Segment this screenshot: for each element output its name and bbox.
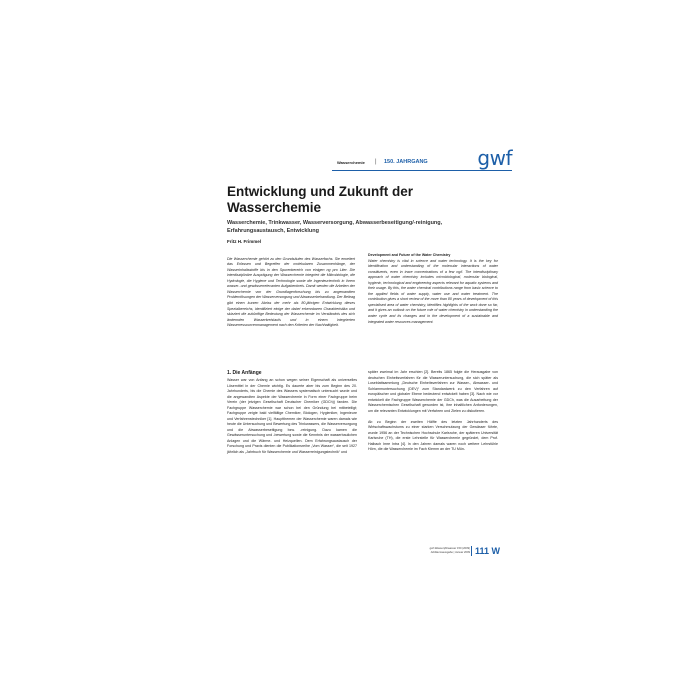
article-page (205, 135, 512, 556)
abstract-english-title: Development and Future of the Water Chemistry (368, 253, 451, 257)
body-text-right: später zweimal im Jahr erschien [2]. Bereits 1865 folgte die Herausgabe von deutschen Einheitsverfahren für die Wasseruntersuchung, die sich später als Loseblattsammlung „Deutsche Einheitsverfahren zur Wasser-, Abwasser- und Schlammuntersuchung (DEV)“ zum Standardwerk zu den Verfahren auf europäischer und globaler Ebene bedeutend entwickelt haben [3]. Nach wie vor entwickelt die Fachgruppe Wasserchemie der GDCh, was die Ausarbeitung der Wasserchemischen Gesellschaft geworden ist, ihre inhaltlichen Anforderungen, um die relevanten Entwicklungen mit Verfahren und Zielen zu diskutieren. Ab zu Beginn der zweiten Hälfte des letzten Jahrhunderts des Wirtschaftswachstums zu einer starken Verschmutzung der Gewässer führte, wurde 1956 an der Technischen Hochschule Karlsruhe, der späteren Universität Karlsruhe (TH), die erste Lehrstelle für Wasserchemie gegründet, dem Prof. Halbach Imre Intra [4]. In den Jahren damals waren noch weitere Lehrstühle Hörn, die die Wasserchemie im Fach Klemm an der TU Mün- (368, 370, 498, 451)
page-header (332, 135, 512, 175)
article-title: Entwicklung und Zukunft der Wasserchemie (227, 184, 413, 215)
page-number: 111 W (474, 546, 500, 556)
article-author: Fritz H. Frimmel (227, 239, 262, 244)
footer-divider (471, 546, 472, 556)
section-label: Wasserchemie (337, 160, 365, 165)
header-separator: | (375, 159, 377, 165)
body-column-right (368, 370, 498, 453)
section-heading: 1. Die Anfänge (227, 370, 262, 376)
article-keywords: Wasserchemie, Trinkwasser, Wasserversorgung, Abwasserbeseitigung/-reinigung, Erfahrungsaustausch, Entwicklung (227, 220, 443, 234)
abstract-english-text: Water chemistry is vital in science and water technology. It is the key for identification and understanding of the molecular interactions of water constituents, even in trace concentrations of a few ng/l. The interdisciplinary approach of water chemistry includes microbiological, molecular biological, hygienic, technological and engineering aspects relevant for aquatic systems and their usage. By this, the water chemical contributions range from basic science to the applied fields of water supply, water use and water treatment. The contribution gives a short review of the more than 80 years of development of this specialised area of water chemistry, identifies highlights of the work done so far, and it gives an outlook on the future role of water chemistry in understanding the water cycle and its changes and in the development of a sustainable and integrated water resources management. (368, 258, 498, 324)
issue-info-line1: gwf-Wasser|Abwasser 150 (2009) (429, 547, 470, 550)
issue-info (430, 547, 470, 554)
header-rule (332, 170, 512, 172)
issue-info-line2: Jubiläumsausgabe | Januar 2009 (430, 550, 470, 554)
body-text-left: Wasser war von Anfang an schon wegen seiner Eigenschaft als universelles Lösemittel in der Chemie wichtig. Es dauerte aber bis zum Beginn des 20. Jahrhunderts, bis die Chemie des Wassers systematisch untersucht wurde und die angewandten Aspekte der Wasserchemie in Form einer Fachgruppe beim Verein (der jetzigen Gesellschaft Deutscher Chemiker (GDCh)) fanden. Die Fachgruppe Wasserchemie war schon bei den Gründung bei mitbeteiligt; Fachgruppe zeigte bald vielfältige Chemiker, Biologen, Hygieniker, Ingenieure und Verfahrenstechniker [1]. Hauptthemen der Wasserchemie waren damals wie heute die Untersuchung und Bewertung des Trinkwassers, die Wasserversorgung und die Abwasserbeseitigung bzw. -reinigung. Dazu kamen die Gewässeruntersuchung und -bewertung sowie die Kenntnis der wasserbaulichen Anlagen und die Wärme- und Heizquellen. Dem Erfahrungsaustausch der Forschung und Praxis dienten die Publikationsreihe „Vom Wasser“, die seit 1927 jährlich als „Jahrbuch für Wasserchemie und Wasserreinigungstechnik“ und (227, 378, 357, 454)
body-column-left (227, 370, 357, 455)
volume-label: 150. JAHRGANG (384, 159, 428, 165)
abstract-german: Die Wasserchemie gehört zu den Grundsäulen des Wasserfachs. Sie erweitert das Erfassen und Begreifen der molekularen Zusammenhänge, der Wasserinhaltsstoffe bis in den Spurenbereich von einigen ng pro Liter. Die interdisziplinäre Ausprägung der Wasserchemie integriert die Mikrobiologie, die Hydrologie, die Hygiene und Technologie sowie die Ingenieurtechnik in ihrem wasser- und gewässerrelevanten Aufgabenkreis. Damit werden die Arbeiten der Wasserchemie von der Grundlagenforschung bis zu angewandten Problemlösungen der Wasserversorgung und Abwasserbehandlung. Der Beitrag gibt einen kurzen Abriss der mehr als 80-jährigen Entwicklung dieses Spezialbereichs, identifiziert einige der dabei erkennbaren Charakteristika und skizziert die zukünftige Bedeutung der Wasserchemie im Verständnis des sich ändernden Wasserkreislaufs und in einem integrierten Wasserressourcenmanagement nach den Kriterien der Nachhaltigkeit. (227, 256, 355, 328)
brand-logo: gwf (477, 146, 512, 170)
page-footer (398, 543, 518, 563)
abstract-english (368, 253, 498, 325)
